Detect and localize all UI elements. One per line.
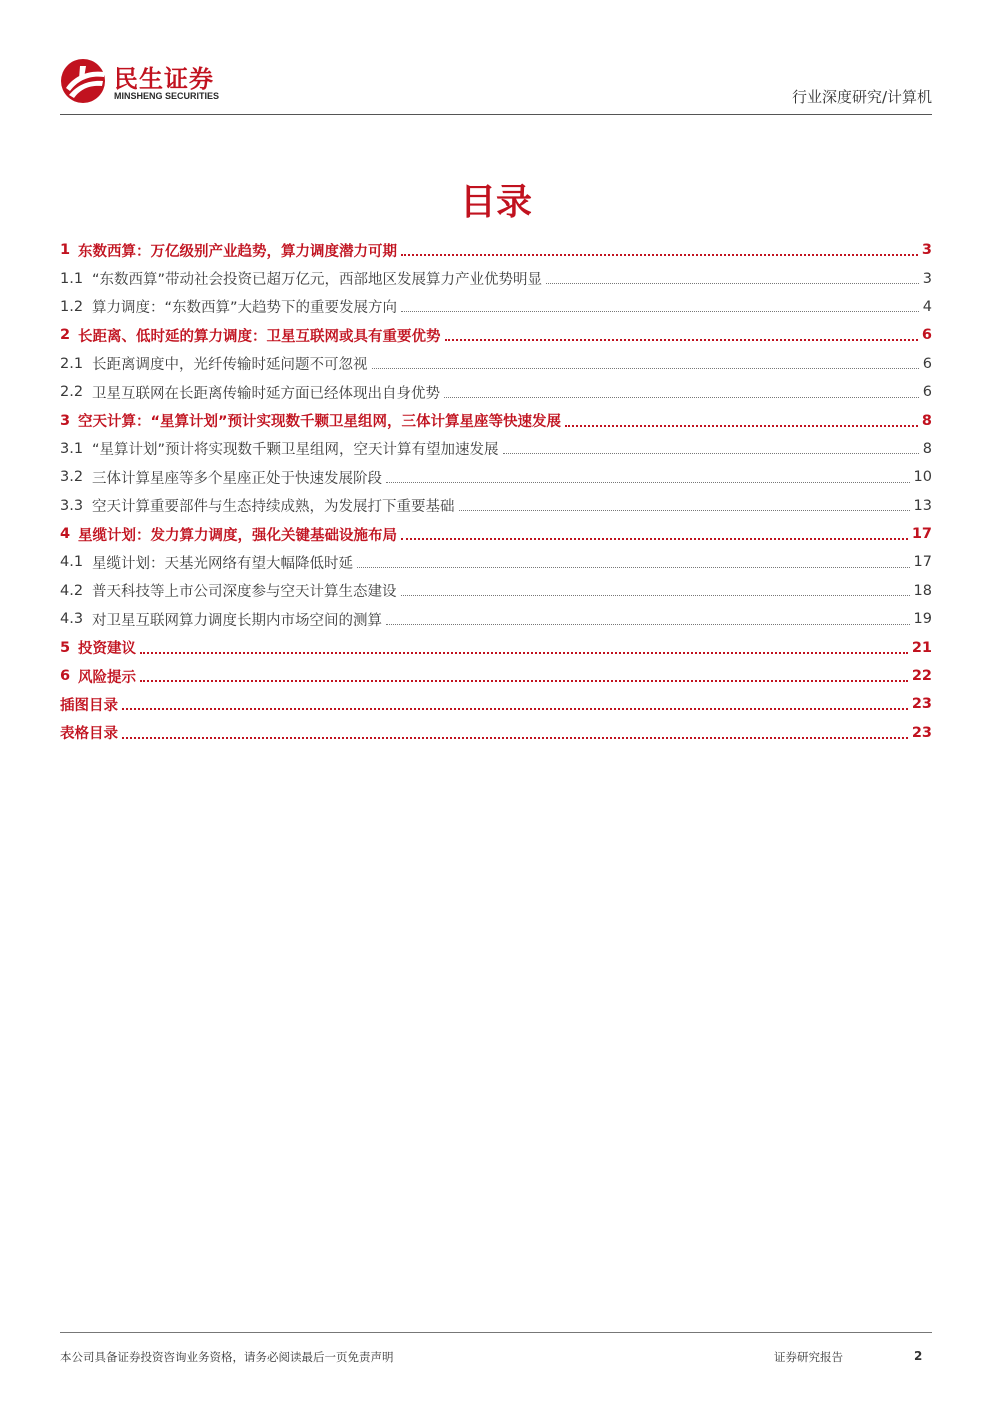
toc-entry-title: 普天科技等上市公司深度参与空天计算生态建设 bbox=[92, 584, 397, 601]
toc-entry[interactable] bbox=[60, 378, 932, 406]
toc-entry-number: 1 bbox=[60, 242, 71, 259]
toc-entry[interactable] bbox=[60, 350, 932, 378]
company-logo bbox=[60, 58, 240, 104]
toc-entry[interactable] bbox=[60, 577, 932, 605]
toc-entry[interactable] bbox=[60, 662, 932, 690]
toc-entry-title: 表格目录 bbox=[60, 726, 118, 743]
toc-title: 目录 bbox=[459, 182, 532, 223]
page-header bbox=[0, 0, 992, 116]
footer-divider bbox=[60, 1332, 932, 1333]
table-of-contents bbox=[60, 236, 932, 747]
toc-entry-title: 卫星互联网在长距离传输时延方面已经体现出自身优势 bbox=[92, 385, 440, 402]
toc-entry-page: 19 bbox=[913, 611, 932, 628]
toc-dot-leader bbox=[357, 567, 910, 568]
toc-entry-page: 8 bbox=[922, 440, 932, 457]
report-category: 行业深度研究/计算机 bbox=[791, 88, 932, 106]
footer-report-type: 证券研究报告 bbox=[774, 1350, 843, 1364]
toc-dot-leader bbox=[122, 708, 908, 710]
toc-entry-page: 4 bbox=[922, 298, 932, 315]
toc-entry[interactable] bbox=[60, 435, 932, 463]
toc-entry-number: 1.2 bbox=[60, 298, 84, 315]
toc-dot-leader bbox=[401, 254, 918, 256]
toc-entry-title: 星缆计划：发力算力调度，强化关键基础设施布局 bbox=[78, 527, 397, 544]
toc-entry-page: 3 bbox=[922, 270, 932, 287]
toc-entry[interactable] bbox=[60, 719, 932, 747]
logo-english-name: MINSHENG SECURITIES bbox=[114, 91, 220, 101]
toc-entry-page: 21 bbox=[911, 639, 932, 656]
toc-entry-page: 22 bbox=[911, 668, 932, 685]
toc-entry-page: 17 bbox=[911, 526, 932, 543]
toc-dot-leader bbox=[386, 482, 910, 483]
footer-disclaimer: 本公司具备证券投资咨询业务资格，请务必阅读最后一页免责声明 bbox=[60, 1350, 394, 1364]
toc-entry-title: 空天计算重要部件与生态持续成熟，为发展打下重要基础 bbox=[92, 499, 455, 516]
toc-entry-number: 2 bbox=[60, 327, 71, 344]
toc-entry[interactable] bbox=[60, 492, 932, 520]
footer-page-number: 2 bbox=[914, 1349, 923, 1363]
toc-entry[interactable] bbox=[60, 605, 932, 633]
toc-dot-leader bbox=[140, 652, 908, 654]
toc-entry-title: 东数西算：万亿级别产业趋势，算力调度潜力可期 bbox=[78, 243, 397, 260]
toc-entry-title: 三体计算星座等多个星座正处于快速发展阶段 bbox=[92, 470, 382, 487]
toc-entry-page: 6 bbox=[922, 384, 932, 401]
toc-entry-number: 2.2 bbox=[60, 384, 84, 401]
toc-entry-page: 17 bbox=[913, 554, 932, 571]
toc-entry-page: 6 bbox=[922, 355, 932, 372]
toc-entry-number: 4.1 bbox=[60, 554, 84, 571]
toc-entry-title: 星缆计划：天基光网络有望大幅降低时延 bbox=[92, 555, 353, 572]
toc-entry-number: 3.3 bbox=[60, 497, 84, 514]
toc-entry-title: 算力调度：“东数西算”大趋势下的重要发展方向 bbox=[92, 300, 398, 317]
toc-entry-number: 5 bbox=[60, 639, 71, 656]
toc-entry-title: 投资建议 bbox=[78, 641, 136, 658]
toc-dot-leader bbox=[122, 737, 908, 739]
toc-entry[interactable] bbox=[60, 264, 932, 292]
toc-entry-page: 13 bbox=[913, 497, 932, 514]
toc-dot-leader bbox=[401, 538, 908, 540]
toc-dot-leader bbox=[503, 453, 919, 454]
toc-entry-page: 8 bbox=[921, 412, 932, 429]
toc-entry-page: 10 bbox=[913, 469, 932, 486]
toc-entry-page: 6 bbox=[921, 327, 932, 344]
toc-dot-leader bbox=[546, 283, 919, 284]
toc-entry[interactable] bbox=[60, 520, 932, 548]
toc-entry-number: 3.1 bbox=[60, 440, 84, 457]
toc-entry-title: 对卫星互联网算力调度长期内市场空间的测算 bbox=[92, 612, 382, 629]
toc-dot-leader bbox=[565, 425, 918, 427]
toc-entry-page: 23 bbox=[911, 724, 932, 741]
minsheng-logo-icon bbox=[60, 58, 108, 104]
toc-entry[interactable] bbox=[60, 633, 932, 661]
toc-entry-page: 3 bbox=[921, 242, 932, 259]
toc-dot-leader bbox=[386, 624, 910, 625]
toc-dot-leader bbox=[401, 311, 919, 312]
toc-entry-title: “星算计划”预计将实现数千颗卫星组网，空天计算有望加速发展 bbox=[92, 442, 499, 459]
header-divider bbox=[60, 114, 932, 115]
logo-chinese-name: 民生证券 bbox=[114, 65, 214, 93]
toc-entry-number: 3.2 bbox=[60, 469, 84, 486]
toc-dot-leader bbox=[445, 339, 918, 341]
toc-entry[interactable] bbox=[60, 236, 932, 264]
toc-entry-number: 4 bbox=[60, 526, 71, 543]
toc-entry-number: 4.2 bbox=[60, 582, 84, 599]
toc-entry-title: “东数西算”带动社会投资已超万亿元，西部地区发展算力产业优势明显 bbox=[92, 272, 543, 289]
toc-entry-number: 3 bbox=[60, 412, 71, 429]
toc-entry-page: 23 bbox=[911, 696, 932, 713]
toc-entry[interactable] bbox=[60, 293, 932, 321]
toc-entry-title: 长距离调度中，光纤传输时延问题不可忽视 bbox=[92, 357, 368, 374]
toc-dot-leader bbox=[401, 595, 910, 596]
toc-entry[interactable] bbox=[60, 406, 932, 434]
toc-entry-number: 4.3 bbox=[60, 611, 84, 628]
toc-entry[interactable] bbox=[60, 690, 932, 718]
toc-entry[interactable] bbox=[60, 463, 932, 491]
toc-entry-title: 插图目录 bbox=[60, 697, 118, 714]
toc-dot-leader bbox=[459, 510, 910, 511]
toc-entry-number: 1.1 bbox=[60, 270, 84, 287]
toc-dot-leader bbox=[444, 397, 919, 398]
toc-entry-number: 2.1 bbox=[60, 355, 84, 372]
toc-dot-leader bbox=[372, 368, 919, 369]
toc-entry-title: 长距离、低时延的算力调度：卫星互联网或具有重要优势 bbox=[78, 328, 441, 345]
toc-dot-leader bbox=[140, 680, 908, 682]
toc-entry-number: 6 bbox=[60, 668, 71, 685]
toc-entry[interactable] bbox=[60, 321, 932, 349]
toc-entry-title: 空天计算：“星算计划”预计实现数千颗卫星组网，三体计算星座等快速发展 bbox=[78, 414, 562, 431]
toc-entry[interactable] bbox=[60, 548, 932, 576]
toc-entry-page: 18 bbox=[913, 582, 932, 599]
toc-entry-title: 风险提示 bbox=[78, 669, 136, 686]
